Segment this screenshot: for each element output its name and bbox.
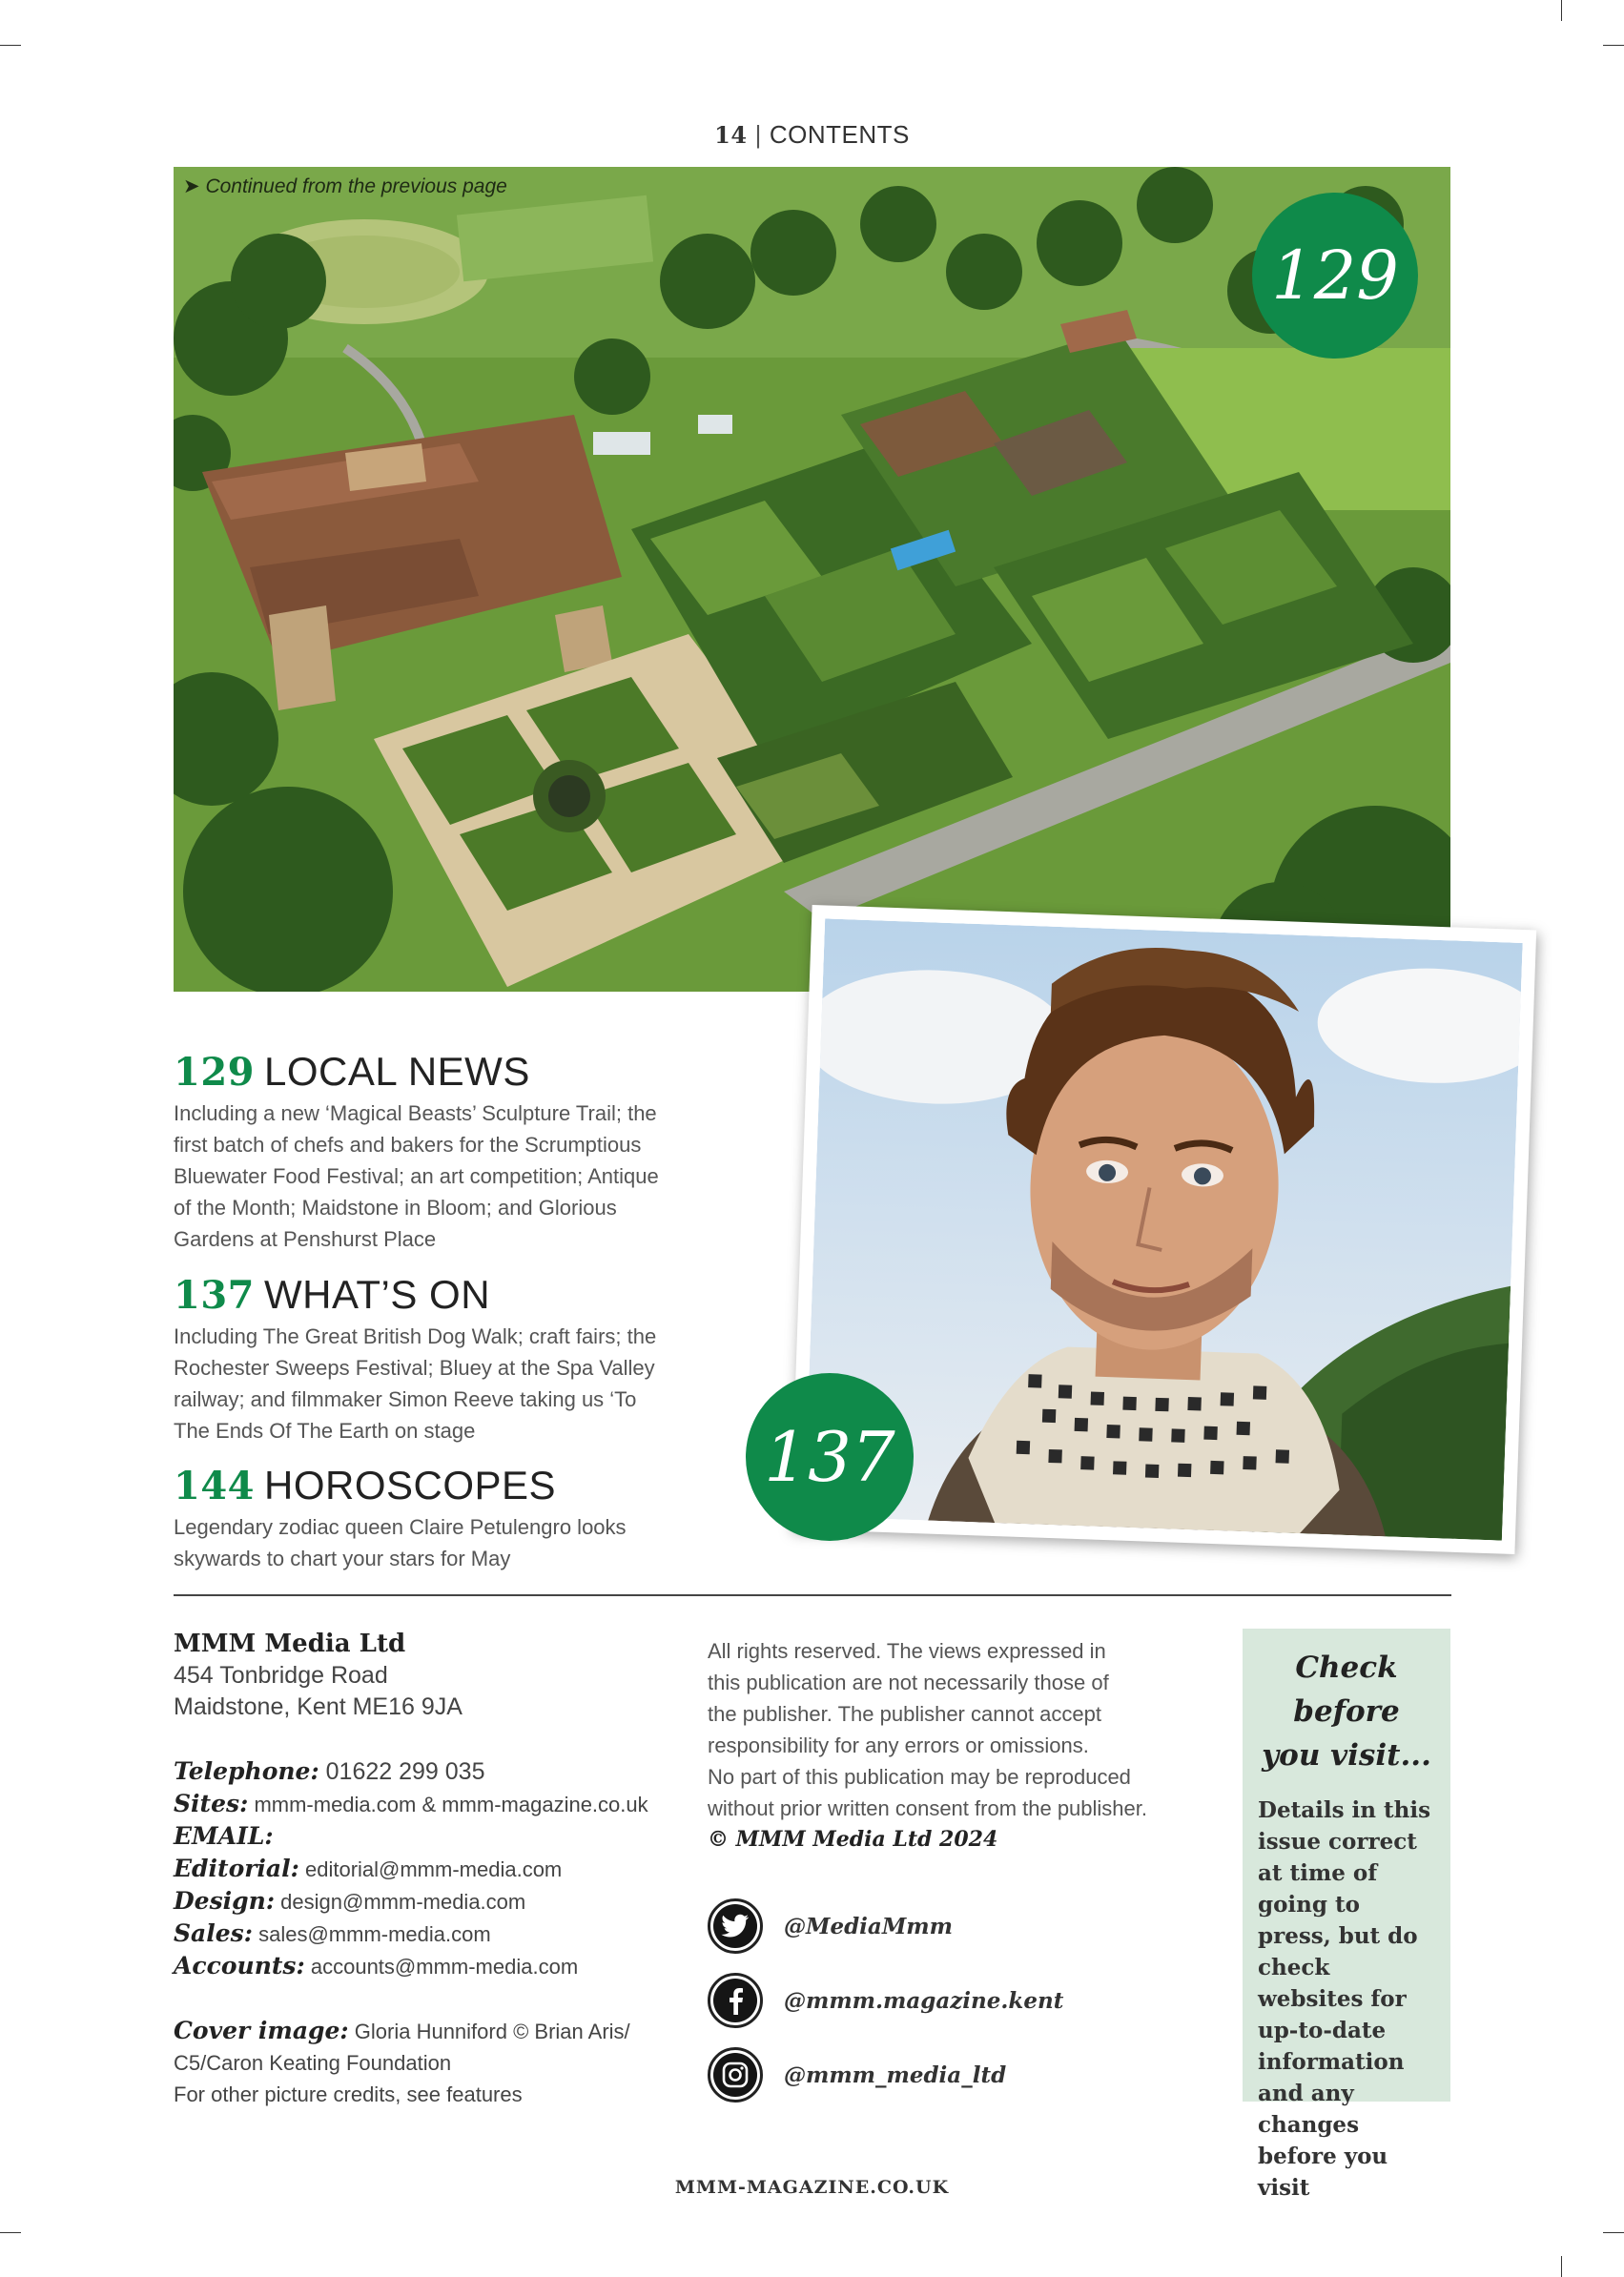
item-description: Legendary zodiac queen Claire Petulengro looks skywards to chart your stars for May — [174, 1515, 627, 1570]
item-title: WHAT’S ON — [264, 1272, 491, 1317]
sites-label: Sites: — [174, 1790, 249, 1817]
rights-line: this publication are not necessarily those of — [708, 1671, 1109, 1694]
facebook-handle: @mmm.magazine.kent — [784, 1987, 1064, 2014]
cover-credit-row — [174, 2015, 669, 2047]
contents-item-whats-on[interactable] — [174, 1270, 669, 1446]
telephone-value[interactable]: 01622 299 035 — [325, 1758, 485, 1785]
twitter-handle: @MediaMmm — [784, 1913, 953, 1939]
email-label: EMAIL: — [174, 1822, 274, 1850]
crop-mark — [1603, 2232, 1624, 2233]
page-badge-129: 129 — [1252, 193, 1418, 359]
crop-mark — [1603, 45, 1624, 46]
item-heading — [174, 1461, 669, 1511]
telephone-row — [174, 1755, 669, 1788]
instagram-icon — [708, 2047, 763, 2103]
sales-label: Sales: — [174, 1919, 253, 1947]
rights-line: responsibility for any errors or omissions. — [708, 1733, 1089, 1757]
cover-credit: Gloria Hunniford © Brian Aris/ — [354, 2020, 630, 2043]
rights-line: without prior written consent from the publisher. — [708, 1796, 1148, 1820]
item-heading — [174, 1270, 669, 1321]
facebook-icon — [708, 1973, 763, 2028]
editorial-row — [174, 1853, 669, 1885]
crop-mark — [1561, 0, 1562, 21]
copyright-line: © MMM Media Ltd 2024 — [708, 1827, 998, 1852]
page-badge-137: 137 — [746, 1373, 914, 1541]
item-description: Including a new ‘Magical Beasts’ Sculpture Trail; the first batch of chefs and bakers for the Scrumptious Bluewater Food Festival; an art competition; Antique of the Month; Maidstone in Bloom; and Glorious Gardens at Penshurst Place — [174, 1101, 659, 1251]
social-link-facebook[interactable] — [708, 1970, 1146, 2031]
publisher-info — [174, 1629, 669, 2110]
item-description: Including The Great British Dog Walk; craft fairs; the Rochester Sweeps Festival; Bluey at the Spa Valley railway; and filmmaker Simon Reeve taking us ‘To The Ends Of The Earth on stage — [174, 1324, 657, 1443]
design-label: Design: — [174, 1887, 276, 1915]
page-number: 14 — [714, 121, 748, 149]
instagram-handle: @mmm_media_ltd — [784, 2062, 1007, 2088]
note-body: Details in this issue correct at time of going to press, but do check websites for up-to-date information and any changes before you visit — [1258, 1797, 1431, 2201]
note-title-line-1: Check before — [1293, 1651, 1400, 1729]
email-row — [174, 1820, 669, 1853]
note-title — [1258, 1646, 1435, 1777]
cover-credit-line-2: C5/Caron Keating Foundation — [174, 2051, 452, 2075]
check-before-you-visit-box — [1243, 1629, 1450, 2201]
design-email[interactable]: design@mmm-media.com — [280, 1890, 526, 1914]
social-link-twitter[interactable] — [708, 1896, 1146, 1957]
rights-line: No part of this publication may be reproduced — [708, 1765, 1131, 1789]
contents-item-horoscopes[interactable] — [174, 1461, 669, 1574]
item-page-number: 144 — [174, 1464, 255, 1508]
telephone-label: Telephone: — [174, 1757, 319, 1785]
header-separator: | — [754, 120, 762, 149]
crop-mark — [0, 45, 21, 46]
item-page-number: 137 — [174, 1273, 255, 1318]
footer-website[interactable]: MMM-MAGAZINE.CO.UK — [674, 2177, 950, 2198]
note-title-line-2: you visit... — [1262, 1738, 1431, 1773]
address-line-1: 454 Tonbridge Road — [174, 1662, 388, 1689]
cover-label: Cover image: — [174, 2017, 349, 2044]
crop-mark — [0, 2232, 21, 2233]
page-header — [0, 120, 1624, 150]
accounts-email[interactable]: accounts@mmm-media.com — [310, 1955, 579, 1979]
rights-line: the publisher. The publisher cannot accept — [708, 1702, 1101, 1726]
address-line-2: Maidstone, Kent ME16 9JA — [174, 1693, 463, 1720]
rights-line: All rights reserved. The views expressed in — [708, 1639, 1106, 1663]
social-link-instagram[interactable] — [708, 2044, 1146, 2105]
accounts-label: Accounts: — [174, 1952, 305, 1980]
editorial-email[interactable]: editorial@mmm-media.com — [304, 1857, 563, 1881]
section-divider — [174, 1594, 1451, 1596]
continued-note: ➤ Continued from the previous page — [183, 175, 507, 197]
accounts-row — [174, 1950, 669, 1982]
item-title: HOROSCOPES — [264, 1463, 557, 1508]
crop-mark — [1561, 2256, 1562, 2277]
contents-item-local-news[interactable] — [174, 1047, 669, 1255]
sales-email[interactable]: sales@mmm-media.com — [258, 1922, 491, 1946]
item-heading — [174, 1047, 669, 1097]
sales-row — [174, 1918, 669, 1950]
design-row — [174, 1885, 669, 1918]
twitter-icon — [708, 1898, 763, 1954]
picture-credits-note: For other picture credits, see features — [174, 2082, 523, 2106]
rights-statement — [708, 1635, 1184, 1856]
company-name: MMM Media Ltd — [174, 1630, 406, 1658]
aerial-photo-penshurst — [174, 167, 1450, 992]
sites-value[interactable]: mmm-media.com & mmm-magazine.co.uk — [254, 1793, 648, 1816]
section-title: CONTENTS — [769, 120, 910, 149]
item-title: LOCAL NEWS — [264, 1049, 530, 1094]
sites-row — [174, 1788, 669, 1820]
editorial-label: Editorial: — [174, 1855, 299, 1882]
continued-text: Continued from the previous page — [205, 175, 507, 197]
item-page-number: 129 — [174, 1050, 255, 1095]
